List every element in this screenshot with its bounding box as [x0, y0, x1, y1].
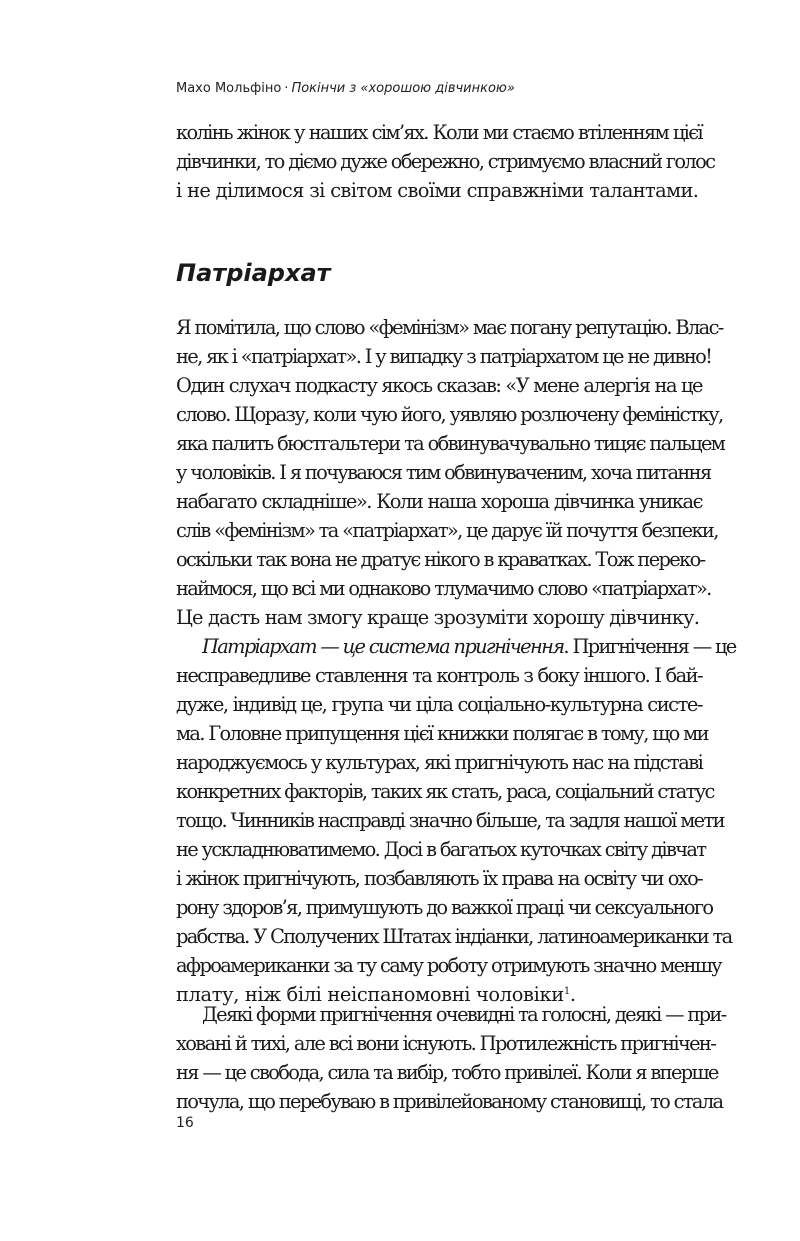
paragraph-3	[176, 1000, 726, 1116]
paragraph-2	[176, 632, 736, 1009]
text-line: ня — це свобода, сила та вибір, тобто привілеї. Коли я вперше	[176, 1061, 718, 1084]
text-line: набагато складніше». Коли наша хороша дівчинка уникає	[176, 490, 702, 513]
text-line: слово. Щоразу, коли чую його, уявляю розлючену феміністку,	[176, 403, 723, 426]
text-line: тощо. Чинників насправді значно більше, та задля нашої мети	[176, 809, 724, 832]
text-line: колінь жінок у наших сім’ях. Коли ми стаємо втіленням цієї	[176, 121, 702, 144]
running-head-separator: ·	[284, 81, 289, 96]
text-line: Я помітила, що слово «фемінізм» має погану репутацію. Влас-	[176, 316, 723, 339]
italic-phrase: Патріархат — це система пригнічення	[202, 635, 564, 658]
text-line: ма. Головне припущення цієї книжки полягає в тому, що ми	[176, 722, 708, 745]
running-head	[176, 80, 676, 98]
text-line: народжуємось у культурах, які пригнічують нас на підставі	[176, 751, 703, 774]
text-line: яка палить бюстгальтери та обвинувачувально тицяє пальцем	[176, 432, 725, 455]
text-line: почула, що перебуваю в привілейованому становищі, то стала	[176, 1090, 723, 1113]
running-head-author: Махо Мольфіно	[176, 81, 282, 96]
text-line: слів «фемінізм» та «патріархат», це дарує їй почуття безпеки,	[176, 519, 718, 542]
text-line: афроамериканки за ту саму роботу отримують значно меншу	[176, 954, 721, 977]
text-line: Деякі форми пригнічення очевидні та голосні, деякі — при-	[202, 1003, 726, 1026]
running-head-book-title: Покінчи з «хорошою дівчинкою»	[291, 81, 515, 96]
page-number: 16	[176, 1115, 194, 1131]
text-line: не, як і «патріархат». І у випадку з патріархатом це не дивно!	[176, 345, 712, 368]
text-run: плату, ніж білі неіспаномовні чоловіки	[176, 983, 564, 1006]
text-line: Один слухач подкасту якось сказав: «У мене алергія на це	[176, 374, 702, 397]
text-line: несправедливе ставлення та контроль з боку іншого. І бай-	[176, 664, 702, 687]
text-line: дівчинки, то діємо дуже обережно, стримуємо власний голос	[176, 150, 715, 173]
footnote-reference[interactable]: 1	[563, 986, 570, 997]
text-line: конкретних факторів, таких як стать, раса, соціальний статус	[176, 780, 714, 803]
text-line: ховані й тихі, але всі вони існують. Протилежність пригнічен-	[176, 1032, 716, 1055]
text-line: рону здоров’я, примушують до важкої праці чи сексуального	[176, 896, 713, 919]
text-line	[176, 632, 736, 661]
section-heading: Патріархат	[176, 259, 331, 287]
text-run: . Пригнічення — це	[563, 635, 736, 658]
text-line: і жінок пригнічують, позбавляють їх права на освіту чи охо-	[176, 867, 702, 890]
intro-paragraph	[176, 118, 715, 205]
text-line: не ускладнюватимемо. Досі в багатьох куточках світу дівчат	[176, 838, 706, 861]
paragraph-1	[176, 313, 725, 632]
text-line: дуже, індивід це, група чи ціла соціально-культурна систе-	[176, 693, 702, 716]
text-line: у чоловіків. І я почуваюся тим обвинуваченим, хоча питання	[176, 461, 711, 484]
text-run: .	[569, 983, 576, 1006]
text-line: і не ділимося зі світом своїми справжніми талантами.	[176, 179, 699, 202]
text-line: наймося, що всі ми однаково тлумачимо слово «патріархат».	[176, 577, 711, 600]
text-line: рабства. У Сполучених Штатах індіанки, латиноамериканки та	[176, 925, 732, 948]
text-line: Це дасть нам змогу краще зрозуміти хорошу дівчинку.	[176, 606, 700, 629]
text-line: оскільки так вона не дратує нікого в краватках. Тож переко-	[176, 548, 705, 571]
